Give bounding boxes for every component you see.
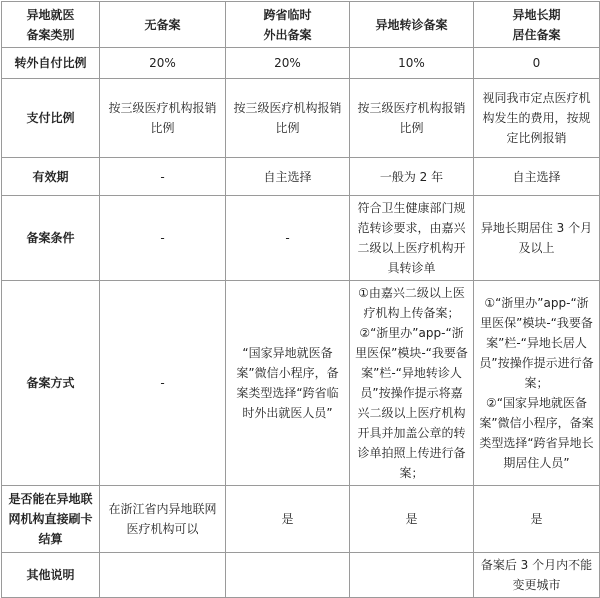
header-temp-out-of-province: 跨省临时 外出备案 — [226, 2, 350, 48]
cell-temp-out-of-province: 自主选择 — [226, 158, 350, 196]
cell-no-filing: 在浙江省内异地联网医疗机构可以 — [100, 486, 226, 553]
cell-long-term-residence: 0 — [474, 48, 600, 79]
table-row — [2, 196, 600, 281]
row-label: 转外自付比例 — [2, 48, 100, 79]
cell-long-term-residence: 备案后 3 个月内不能变更城市 — [474, 553, 600, 598]
cell-temp-out-of-province: “国家异地就医备案”微信小程序，备案类型选择“跨省临时外出就医人员” — [226, 281, 350, 486]
row-label: 备案条件 — [2, 196, 100, 281]
cell-referral-filing: ①由嘉兴二级以上医疗机构上传备案； ②“浙里办”app-“浙里医保”模块-“我要备案”栏-“异地转诊人员”按操作提示将嘉兴二级以上医疗机构开具并加盖公章的转诊单拍照上传进行备案； — [350, 281, 474, 486]
cell-referral-filing: 按三级医疗机构报销比例 — [350, 79, 474, 158]
cell-temp-out-of-province: - — [226, 196, 350, 281]
header-referral-filing: 异地转诊备案 — [350, 2, 474, 48]
cell-long-term-residence: 是 — [474, 486, 600, 553]
cell-no-filing: - — [100, 158, 226, 196]
header-row — [2, 2, 600, 48]
cell-no-filing: - — [100, 281, 226, 486]
cell-temp-out-of-province: 按三级医疗机构报销比例 — [226, 79, 350, 158]
cell-no-filing: - — [100, 196, 226, 281]
table-row — [2, 48, 600, 79]
row-label: 支付比例 — [2, 79, 100, 158]
cell-long-term-residence: 视同我市定点医疗机构发生的费用，按规定比例报销 — [474, 79, 600, 158]
row-label: 有效期 — [2, 158, 100, 196]
cell-referral-filing: 是 — [350, 486, 474, 553]
table-row — [2, 158, 600, 196]
cell-referral-filing: 一般为 2 年 — [350, 158, 474, 196]
cell-temp-out-of-province: 20% — [226, 48, 350, 79]
cell-referral-filing: 符合卫生健康部门规范转诊要求，由嘉兴二级以上医疗机构开具转诊单 — [350, 196, 474, 281]
row-label: 其他说明 — [2, 553, 100, 598]
header-no-filing: 无备案 — [100, 2, 226, 48]
header-long-term-residence: 异地长期 居住备案 — [474, 2, 600, 48]
cell-long-term-residence: 异地长期居住 3 个月及以上 — [474, 196, 600, 281]
cell-temp-out-of-province: 是 — [226, 486, 350, 553]
cell-referral-filing: 10% — [350, 48, 474, 79]
table-row — [2, 79, 600, 158]
row-label: 是否能在异地联网机构直接刷卡结算 — [2, 486, 100, 553]
insurance-filing-table — [1, 1, 600, 598]
cell-long-term-residence: ①“浙里办”app-“浙里医保”模块-“我要备案”栏-“异地长居人员”按操作提示进行备案； ②“国家异地就医备案”微信小程序，备案类型选择“跨省异地长期居住人员” — [474, 281, 600, 486]
cell-long-term-residence: 自主选择 — [474, 158, 600, 196]
table-row — [2, 281, 600, 486]
cell-no-filing: 20% — [100, 48, 226, 79]
header-category: 异地就医 备案类别 — [2, 2, 100, 48]
table-row — [2, 486, 600, 553]
cell-no-filing: 按三级医疗机构报销比例 — [100, 79, 226, 158]
row-label: 备案方式 — [2, 281, 100, 486]
